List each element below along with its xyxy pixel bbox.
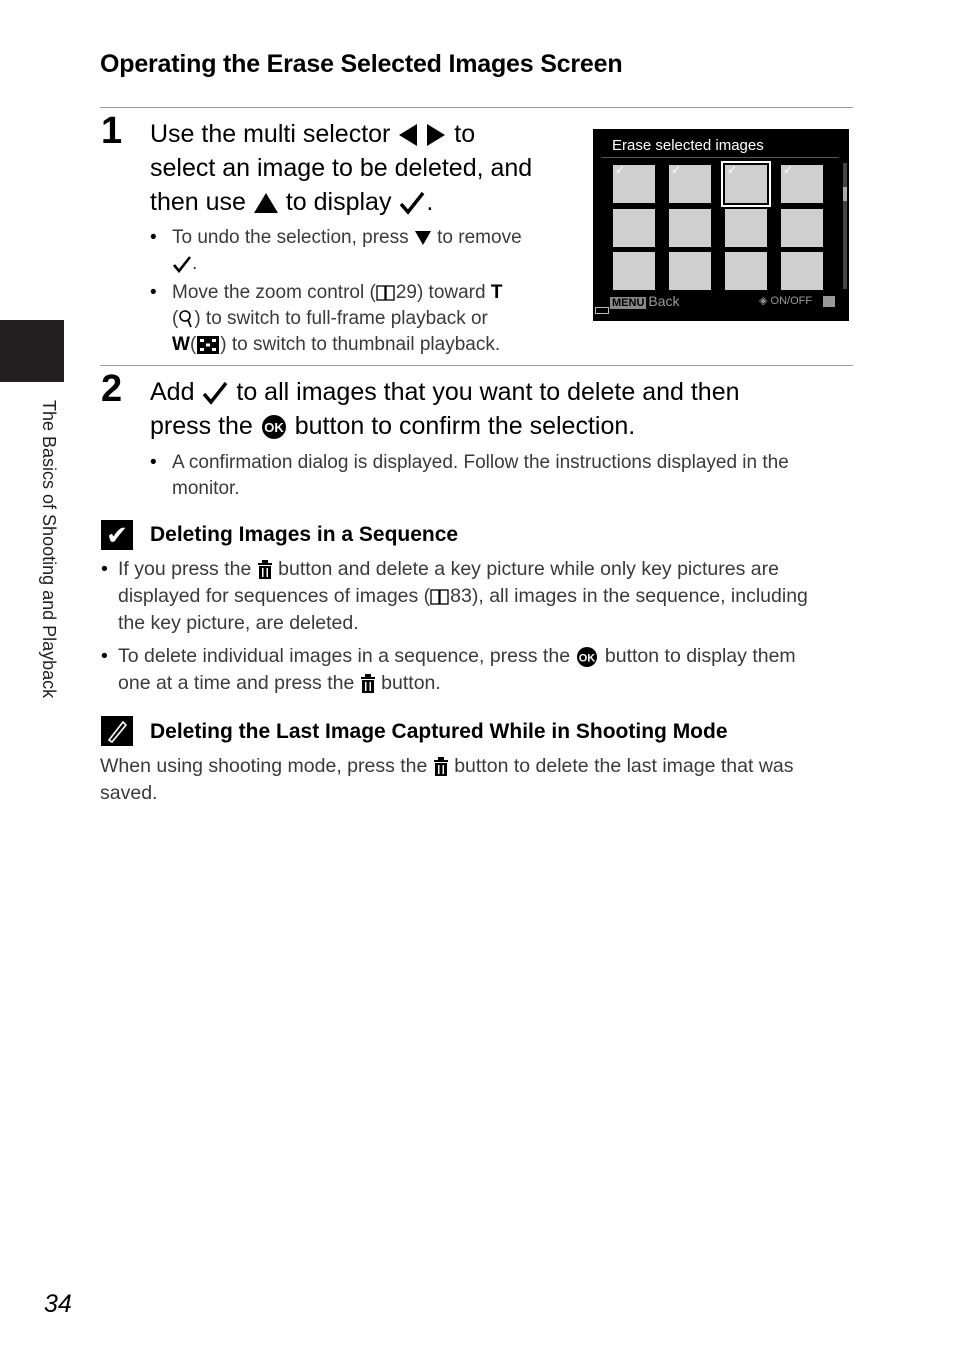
down-arrow-icon [414,230,432,246]
screen-title: Erase selected images [612,137,764,154]
screen-divider [601,157,839,158]
side-tab [0,320,64,382]
divider-top [100,107,853,108]
thumbnail[interactable] [781,165,823,203]
step-1-number: 1 [101,110,123,152]
battery-icon [595,307,609,314]
step-2-bullet-1: • A confirmation dialog is displayed. Follow the instructions displayed in the monitor. [150,452,789,499]
delete-check-icon-small [172,255,192,273]
info-note-icon [101,716,133,746]
divider-mid [100,365,853,366]
note-1-bullet-2: • To delete individual images in a sequence, press the OK button to display them one at a time and press the button. [101,645,796,694]
trash-icon [433,757,449,777]
note-2-body: When using shooting mode, press the button to delete the last image that was saved. [100,755,794,804]
thumbnail[interactable] [725,209,767,247]
svg-text:OK: OK [264,420,284,436]
delete-check-icon [201,380,229,406]
onoff-hint: ◈ ON/OFF [759,294,835,307]
book-reference-icon [430,588,450,606]
check-note-icon: ✔ [101,520,133,550]
thumbnail[interactable] [669,209,711,247]
thumbnail[interactable] [669,252,711,290]
step-1-bullet-2: • Move the zoom control ( 29) toward T ( ) to switch to full-frame playback or W( ) to switch to thumbnail playback. [150,282,503,355]
book-reference-icon [376,284,396,302]
up-arrow-icon [253,192,279,214]
check-mark-icon: ✓ [615,165,626,177]
check-mark-icon: ✓ [727,165,738,177]
note-1-bullet-1: • If you press the button and delete a key picture while only key pictures are displayed for sequences of images ( 83), all images in the sequence, including the key picture, are deleted. [101,558,808,634]
note-2-heading: Deleting the Last Image Captured While in Shooting Mode [150,720,728,743]
step-1-text: Use the multi selector to select an image to be deleted, and then use to display . [150,120,533,216]
back-hint: MENU Back [612,293,680,309]
thumbnail[interactable] [781,209,823,247]
thumbnail-grid-icon [196,335,220,355]
page-number: 34 [44,1290,72,1318]
thumbnail[interactable] [613,165,655,203]
check-mark-icon: ✓ [671,165,682,177]
scrollbar[interactable] [843,163,847,289]
magnify-icon [178,309,194,329]
note-1-heading: Deleting Images in a Sequence [150,523,459,546]
thumbnail[interactable] [613,252,655,290]
thumbnail[interactable] [669,165,711,203]
multi-selector-icon: ◈ [759,295,768,307]
left-right-arrows-icon [397,124,447,146]
trash-icon [360,674,376,694]
step-2-text: Add to all images that you want to delete and then press the OK button to confirm the selection. [150,378,740,440]
menu-button-icon: MENU [612,297,645,309]
thumbnail-selected[interactable] [725,165,767,203]
svg-text:OK: OK [579,652,596,665]
page-heading: Operating the Erase Selected Images Screen [100,50,623,78]
side-tab-label: The Basics of Shooting and Playback [39,400,59,699]
thumbnail[interactable] [781,252,823,290]
delete-check-icon [398,190,426,216]
step-1-bullet-1: • To undo the selection, press to remove . [150,227,522,274]
thumbnail[interactable] [613,209,655,247]
trash-icon [257,560,273,580]
ok-button-icon [260,413,288,441]
camera-screen [593,129,849,321]
scrollbar-thumb[interactable] [843,187,847,201]
step-2-number: 2 [101,368,123,410]
ok-button-icon [575,645,599,669]
check-mark-icon: ✓ [783,165,794,177]
thumbnail[interactable] [725,252,767,290]
zoom-icon [823,296,835,307]
